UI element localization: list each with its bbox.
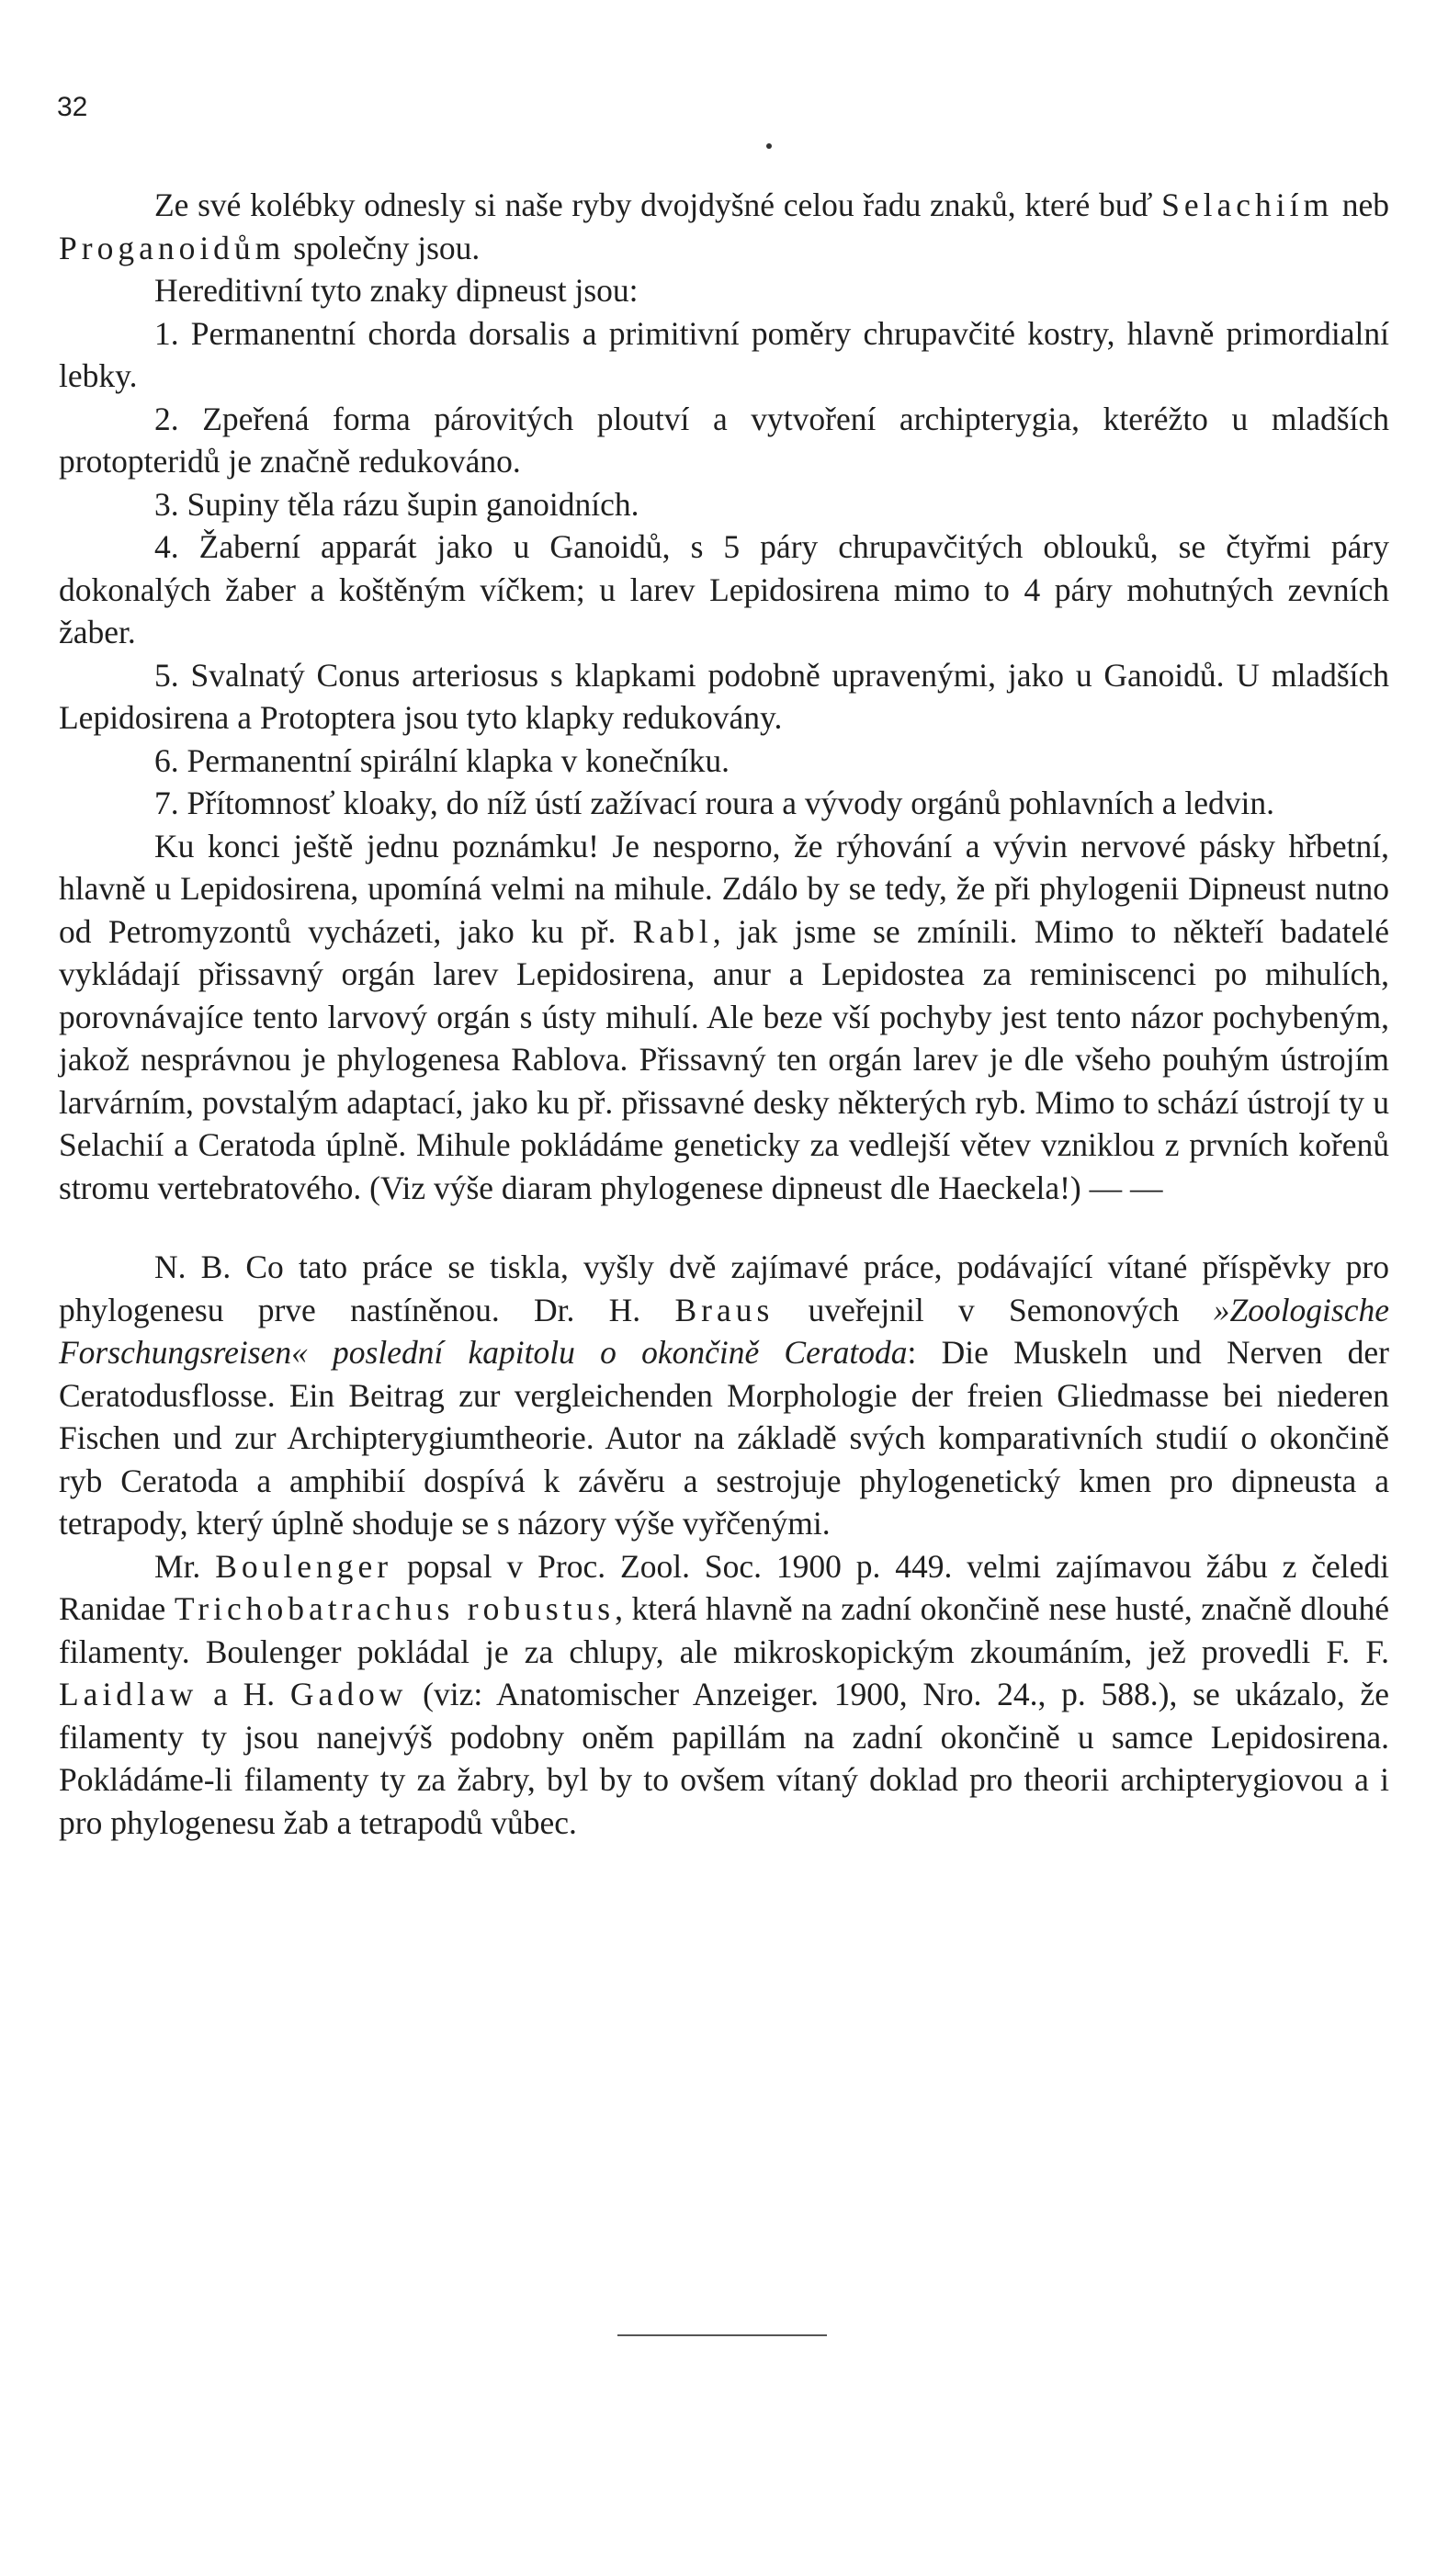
spaced-name-braus: Braus: [674, 1291, 775, 1328]
spaced-name-boulenger: Boulenger: [215, 1547, 393, 1585]
paragraph-note: Ku konci ještě jednu poznámku! Je nesporno, že rýhování a vývin nervové pásky hřbetní, hlavně u Lepidosirena, upomíná velmi na mihule. Zdálo by se tedy, že při phylogenii Dipneust nutno od Petromyzontů vycházeti, jako ku př. Rabl, jak jsme se zmínili. Mimo to někteří badatelé vykládají přissavný orgán larev Lepidosirena, anur a Lepidostea za reminiscenci po mihulích, porovnávajíce tento larvový orgán s ústy mihulí. Ale beze vší pochyby jest tento názor pochybeným, jakož nesprávnou je phylogenesa Rablova. Přissavný ten orgán larev je dle všeho pouhým ústrojím larvárním, povstalým adaptací, jako ku př. přissavné desky některých ryb. Mimo to schází ústrojí ty u Selachií a Ceratoda úplně. Mihule pokládáme geneticky za vedlejší větev vzniklou z prvních kořenů stromu vertebratového. (Viz výše diaram phylogenese dipneust dle Haeckela!) — —: [59, 827, 1389, 1206]
paragraph-intro: Ze své kolébky odnesly si naše ryby dvojdyšné celou řadu znaků, které buď Selachiím neb Proganoidům společny jsou.: [59, 186, 1389, 266]
spaced-name-laidlaw: Laidlaw: [59, 1676, 198, 1712]
page-number: 32: [57, 92, 88, 122]
list-item-3: 3. Supiny těla rázu šupin ganoidních.: [154, 485, 639, 523]
paragraph-nb: N. B. Co tato práce se tiskla, vyšly dvě zajímavé práce, podávající vítané příspěvky pro phylogenesu prve nastíněnou. Dr. H. Braus uveřejnil v Semonových »Zoologische Forschungsreisen« poslední kapitolu o okončině Ceratoda: Die Muskeln und Nerven der Ceratodusflosse. Ein Beitrag zur vergleichenden Morphologie der freien Gliedmasse bei niederen Fischen und zur Archipterygiumtheorie. Autor na základě svých komparativních studií o okončině ryb Ceratoda a amphibií dospívá k závěru a sestrojuje phylogenetický kmen pro dipneusta a tetrapody, který úplně shoduje se s názory výše vyřčenými.: [59, 1248, 1390, 1542]
list-item-1: 1. Permanentní chorda dorsalis a primitivní poměry chrupavčité kostry, hlavně primordialní lebky.: [59, 314, 1389, 394]
closing-divider: [617, 2334, 827, 2336]
spaced-term-selachiim: Selachiím: [1161, 186, 1334, 223]
spaced-term-proganoidum: Proganoidům: [59, 229, 286, 266]
body-text: [59, 184, 1389, 1844]
spaced-name-gadow: Gadow: [289, 1676, 408, 1712]
paragraph-boulenger: Mr. Boulenger popsal v Proc. Zool. Soc. 1900 p. 449. velmi zajímavou žábu z čeledi Ranidae Trichobatrachus robustus, která hlavně na zadní okončině nese husté, značně dlouhé filamenty. Boulenger pokládal je za chlupy, ale mikroskopickým zkoumáním, jež provedli F. F. Laidlaw a H. Gadow (viz: Anatomischer Anzeiger. 1900, Nro. 24., p. 588.), se ukázalo, že filamenty ty jsou nanejvýš podobny oněm papillám na zadní okončině u samce Lepidosirena. Pokládáme-li filamenty ty za žabry, byl by to ovšem vítaný doklad pro theorii archipterygiovou a i pro phylogenesu žab a tetrapodů vůbec.: [59, 1547, 1390, 1841]
list-item-4: 4. Žaberní apparát jako u Ganoidů, s 5 páry chrupavčitých oblouků, se čtyřmi páry dokonalých žaber a koštěným víčkem; u larev Lepidosirena mimo to 4 páry mohutných zevních žaber.: [59, 528, 1389, 650]
list-item-7: 7. Přítomnosť kloaky, do níž ústí zažívací roura a vývody orgánů pohlavních a ledvin.: [154, 785, 1274, 821]
italic-reference: »Zoologische Forschungsreisen« poslední kapitolu o okončině Ceratoda: [59, 1291, 1390, 1371]
list-item-2: 2. Zpeřená forma párovitých ploutví a vytvoření archipterygia, kteréžto u mladších protopteridů je značně redukováno.: [59, 400, 1389, 480]
print-speck: [766, 143, 772, 149]
spaced-species-name: Trichobatrachus robustus: [174, 1590, 616, 1627]
list-item-5: 5. Svalnatý Conus arteriosus s klapkami podobně upravenými, jako u Ganoidů. U mladších Lepidosirena a Protoptera jsou tyto klapky redukovány.: [59, 656, 1389, 736]
spaced-name-rabl: Rabl: [632, 912, 713, 950]
list-item-6: 6. Permanentní spirální klapka v konečníku.: [154, 741, 730, 779]
paragraph-hereditive: Hereditivní tyto znaky dipneust jsou:: [154, 272, 639, 309]
